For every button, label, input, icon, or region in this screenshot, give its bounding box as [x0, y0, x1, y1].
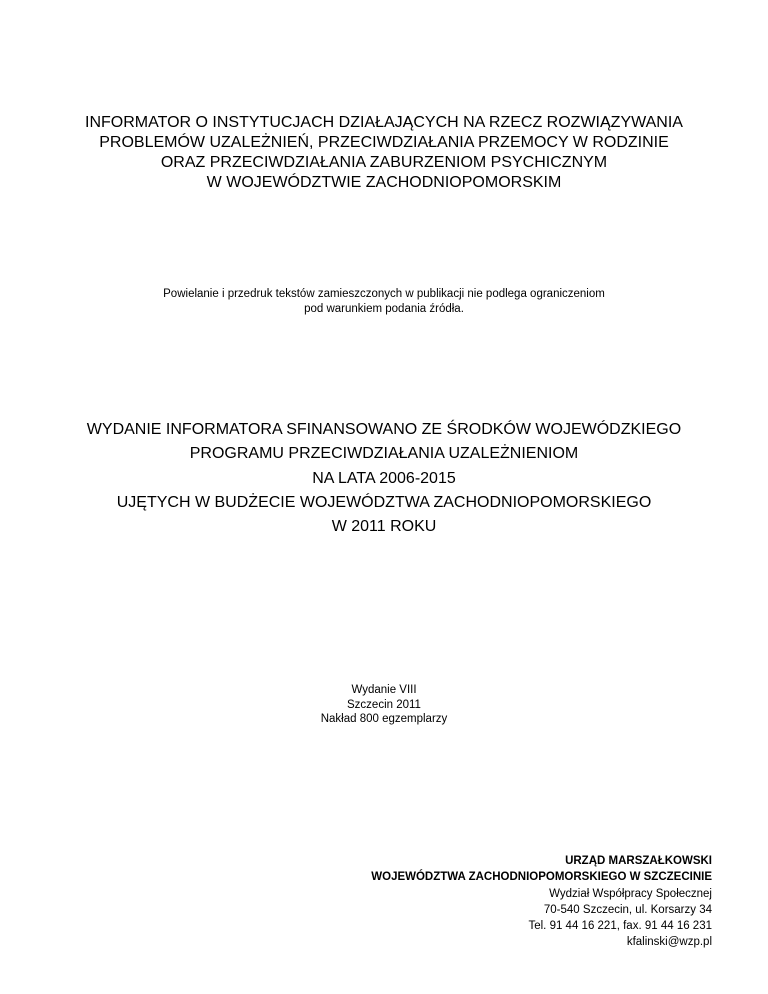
edition-place-year: Szczecin 2011: [347, 698, 421, 711]
office-phone: Tel. 91 44 16 221, fax. 91 44 16 231: [528, 920, 712, 933]
funding-line: UJĘTYCH W BUDŻECIE WOJEWÓDZTWA ZACHODNIOPOMORSKIEGO: [116, 493, 652, 511]
funding-line: W 2011 ROKU: [331, 518, 437, 536]
notice-line: Powielanie i przedruk tekstów zamieszczonych w publikacji nie podlega ograniczeniom: [163, 288, 605, 300]
edition-label: Wydanie VIII: [351, 684, 417, 696]
office-name-line2: WOJEWÓDZTWA ZACHODNIOPOMORSKIEGO W SZCZECINIE: [371, 871, 712, 884]
office-address: 70-540 Szczecin, ul. Korsarzy 34: [543, 903, 712, 916]
title-line: W WOJEWÓDZTWIE ZACHODNIOPOMORSKIM: [206, 174, 562, 191]
notice-line: pod warunkiem podania źródła.: [304, 302, 464, 315]
funding-statement: [0, 418, 768, 539]
publisher-info: [371, 853, 712, 951]
title-line: ORAZ PRZECIWDZIAŁANIA ZABURZENIOM PSYCHICZNYM: [160, 154, 608, 171]
title-line: PROBLEMÓW UZALEŻNIEŃ, PRZECIWDZIAŁANIA PRZEMOCY W RODZINIE: [99, 134, 669, 151]
edition-print-run: Nakład 800 egzemplarzy: [320, 713, 448, 725]
title-line: INFORMATOR O INSTYTUCJACH DZIAŁAJĄCYCH NA RZECZ ROZWIĄZYWANIA: [85, 114, 683, 131]
funding-line: WYDANIE INFORMATORA SFINANSOWANO ZE ŚRODKÓW WOJEWÓDZKIEGO: [86, 421, 682, 438]
office-name-line1: URZĄD MARSZAŁKOWSKI: [565, 855, 712, 867]
edition-info: [0, 683, 768, 727]
office-email: kfalinski@wzp.pl: [626, 936, 712, 949]
office-department: Wydział Współpracy Społecznej: [549, 887, 712, 900]
funding-line: NA LATA 2006-2015: [312, 469, 456, 487]
copyright-notice: [0, 287, 768, 316]
funding-line: PROGRAMU PRZECIWDZIAŁANIA UZALEŻNIENIOM: [189, 445, 579, 463]
document-title: [0, 113, 768, 193]
